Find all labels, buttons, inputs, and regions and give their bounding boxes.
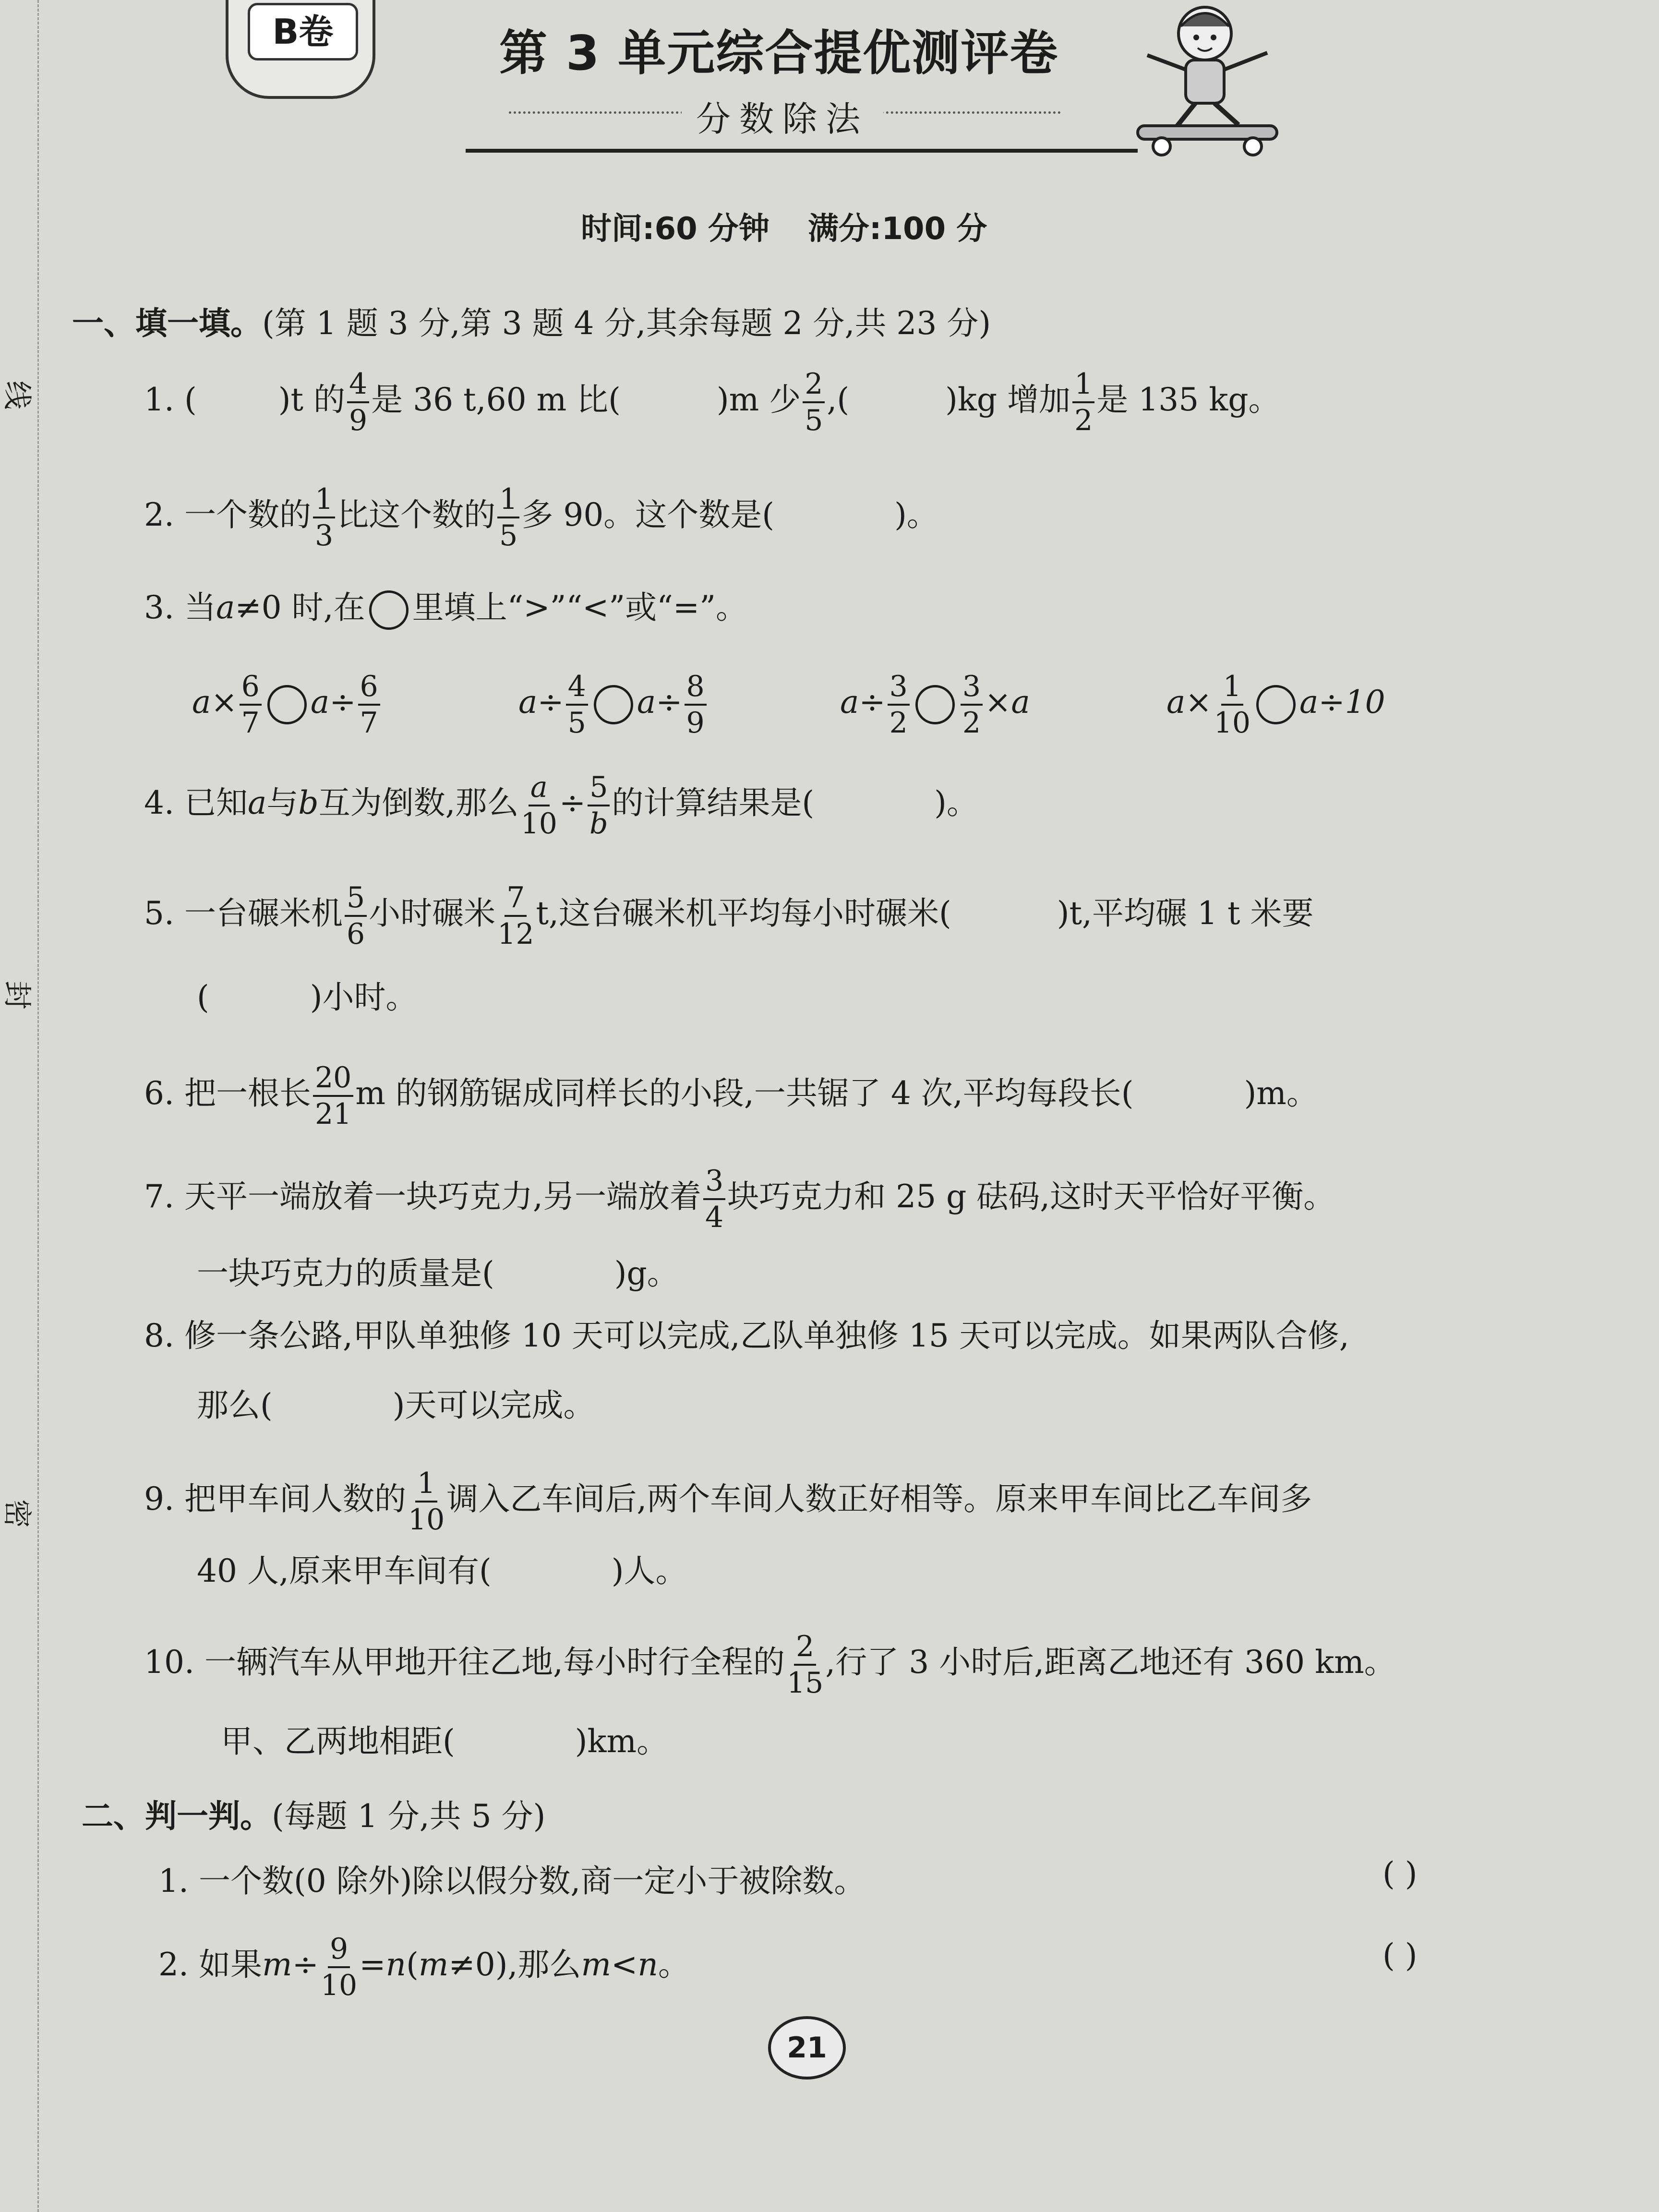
fraction: $\frac{1}{2}$ bbox=[1072, 370, 1094, 435]
judge-1-answer-parens[interactable]: ( ) bbox=[1382, 1855, 1418, 1892]
page-number-badge bbox=[768, 2016, 846, 2080]
skateboard-boy-illustration bbox=[1118, 0, 1291, 158]
fraction: $\frac{1}{3}$ bbox=[313, 485, 335, 550]
section2-title: 二、判一判。 bbox=[82, 1798, 272, 1835]
judge-1: 1. 一个数(0 除外)除以假分数,商一定小于被除数。 bbox=[158, 1863, 866, 1899]
exam-meta bbox=[581, 204, 1025, 248]
judge-2-answer-parens[interactable]: ( ) bbox=[1382, 1937, 1418, 1974]
judge-2: 2. 如果m÷ $\frac{9}{10}$ =n(m≠0),那么m<n。 bbox=[158, 1932, 690, 2002]
question-9: 9. 把甲车间人数的 $\frac{1}{10}$ 调入乙车间后,两个车间人数正好相等。原来甲车间比乙车间多 bbox=[144, 1467, 1312, 1537]
binding-char-mi: 密 bbox=[0, 1499, 34, 1528]
answer-circle[interactable] bbox=[1256, 685, 1296, 724]
question-6: 6. 把一根长 $\frac{20}{21}$ m 的钢筋锯成同样长的小段,一共锯了 4 次,平均每段长( )m。 bbox=[144, 1061, 1318, 1131]
question-5-line-2: ( )小时。 bbox=[197, 979, 418, 1016]
fraction: $\frac{2}{5}$ bbox=[803, 370, 825, 435]
fraction: $\frac{1}{5}$ bbox=[497, 485, 519, 550]
full-score: 满分:100 分 bbox=[807, 211, 987, 247]
question-3-expr-3: a÷ $\frac{3}{2}$ $\frac{3}{2}$ ×a bbox=[840, 670, 1030, 740]
question-10: 10. 一辆汽车从甲地开往乙地,每小时行全程的 $\frac{2}{15}$ ,行了 3 小时后,距离乙地还有 360 km。 bbox=[144, 1630, 1396, 1700]
page-number: 21 bbox=[787, 2031, 827, 2065]
title-rule bbox=[466, 149, 1138, 153]
binding-char-xian: 线 bbox=[0, 381, 34, 409]
answer-circle[interactable] bbox=[267, 685, 307, 724]
section2-heading bbox=[82, 1791, 545, 1836]
question-1: 1. ( )t 的 $\frac{4}{9}$ 是 36 t,60 m 比( )m 少 $\frac{2}{5}$ ,( )kg 增加 $\frac{1}{2}$ 是 135 kg。 bbox=[144, 367, 1280, 437]
section1-heading bbox=[72, 298, 991, 343]
binding-char-feng: 封 bbox=[0, 981, 34, 1010]
question-10-line-2: 甲、乙两地相距( )km。 bbox=[221, 1723, 669, 1760]
section1-points: (第 1 题 3 分,第 3 题 4 分,其余每题 2 分,共 23 分) bbox=[262, 305, 991, 342]
answer-circle[interactable] bbox=[594, 685, 633, 724]
page-title: 第 3 单元综合提优测评卷 bbox=[499, 25, 1059, 81]
fraction: $\frac{4}{9}$ bbox=[347, 370, 369, 435]
badge-label: B卷 bbox=[248, 3, 358, 60]
question-3: 3. 当a≠0 时,在 里填上“>”“<”或“=”。 bbox=[144, 590, 747, 630]
question-3-expr-4: a× $\frac{1}{10}$ a÷10 bbox=[1166, 670, 1385, 740]
question-7-line-2: 一块巧克力的质量是( )g。 bbox=[197, 1255, 679, 1292]
question-9-line-2: 40 人,原来甲车间有( )人。 bbox=[197, 1552, 687, 1589]
question-3-expr-2: a÷ $\frac{4}{5}$ a÷ $\frac{8}{9}$ bbox=[518, 672, 709, 737]
question-3-expr-1: a× $\frac{6}{7}$ a÷ $\frac{6}{7}$ bbox=[192, 672, 382, 737]
question-8-line-2: 那么( )天可以完成。 bbox=[197, 1387, 595, 1424]
question-7: 7. 天平一端放着一块巧克力,另一端放着 $\frac{3}{4}$ 块巧克力和 25 g 砝码,这时天平恰好平衡。 bbox=[144, 1164, 1335, 1234]
answer-circle[interactable] bbox=[915, 685, 955, 724]
question-5: 5. 一台碾米机 $\frac{5}{6}$ 小时碾米 $\frac{7}{12}$ t,这台碾米机平均每小时碾米( )t,平均碾 1 t 米要 bbox=[144, 881, 1314, 951]
section2-points: (每题 1 分,共 5 分) bbox=[272, 1798, 546, 1835]
question-8: 8. 修一条公路,甲队单独修 10 天可以完成,乙队单独修 15 天可以完成。如果两队合修, bbox=[144, 1317, 1349, 1354]
question-4: 4. 已知a与b互为倒数,那么 $\frac{a}{10}$ ÷ $\frac{5}{b}$ 的计算结果是( )。 bbox=[144, 770, 978, 841]
section1-title: 一、填一填。 bbox=[72, 305, 262, 342]
time-limit: 时间:60 分钟 bbox=[581, 211, 769, 247]
page-subtitle: 分数除法 bbox=[682, 91, 883, 141]
question-2: 2. 一个数的 $\frac{1}{3}$ 比这个数的 $\frac{1}{5}$ 多 90。这个数是( )。 bbox=[144, 482, 938, 553]
paper-badge bbox=[226, 0, 375, 99]
binding-margin bbox=[4, 0, 39, 2212]
comparison-circle-icon bbox=[369, 590, 409, 630]
